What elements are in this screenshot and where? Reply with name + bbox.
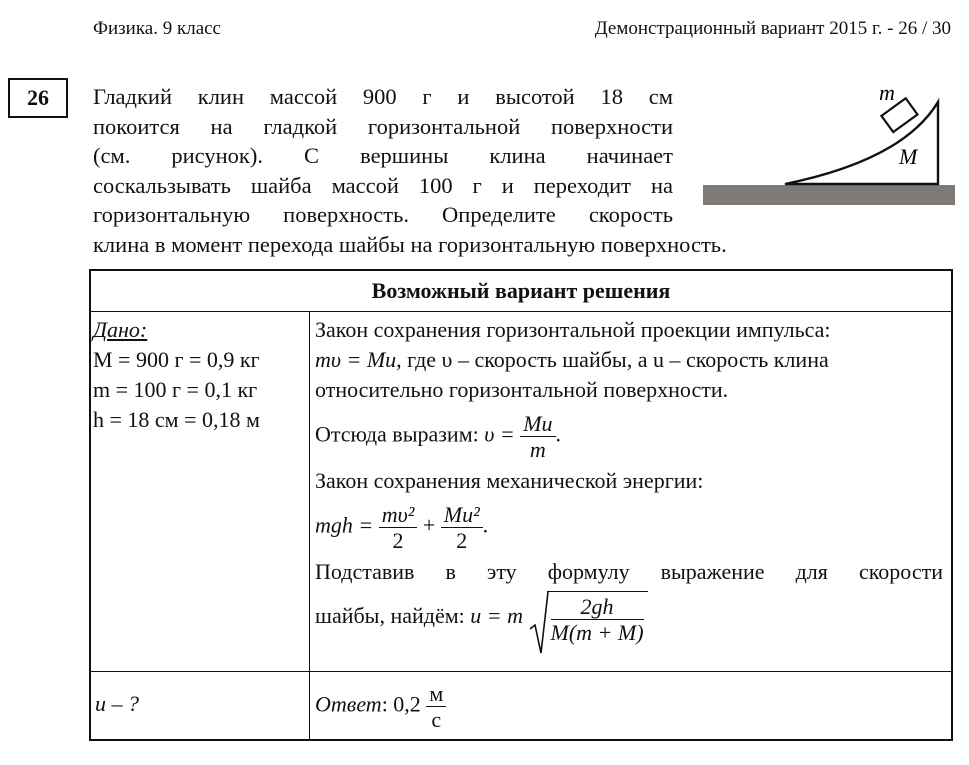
header-variant-page: Демонстрационный вариант 2015 г. - 26 / 30 — [594, 18, 951, 39]
sqrt-sign-icon — [529, 591, 549, 655]
task-line-6: клина в момент перехода шайбы на горизонтальную поверхность. — [93, 231, 727, 257]
answer-value: : 0,2 — [381, 691, 421, 717]
answer — [315, 681, 446, 732]
solution-title: Возможный вариант решения — [91, 271, 951, 312]
task-text — [93, 82, 727, 259]
momentum-equation: mυ = Mu — [315, 347, 397, 372]
express-label: Отсюда выразим: — [315, 421, 479, 447]
given-label: Дано: — [93, 317, 148, 342]
given-block — [93, 315, 260, 435]
answer-unit-denominator: с — [431, 707, 442, 732]
energy-fraction-puck — [379, 502, 418, 553]
answer-label: Ответ — [315, 691, 382, 717]
task-line-5: горизонтальную поверхность. Определите скорость — [93, 202, 673, 227]
momentum-description: , где υ – скорость шайбы, а u – скорость клина — [396, 347, 829, 372]
answer-unit-numerator: м — [426, 681, 446, 707]
momentum-law: Закон сохранения горизонтальной проекции импульса: — [315, 317, 831, 342]
task-number: 26 — [8, 78, 68, 118]
task-line-4: соскальзывать шайба массой 100 г и переходит на — [93, 172, 673, 198]
sqrt-numerator: 2gh — [551, 594, 644, 620]
task-line-1: Гладкий клин массой 900 г и высотой 18 см — [93, 84, 673, 109]
sqrt-expression — [529, 591, 648, 645]
given-height: h = 18 см = 0,18 м — [93, 407, 260, 432]
momentum-description-2: относительно горизонтальной поверхности. — [315, 377, 729, 402]
sqrt-denominator: M(m + M) — [550, 620, 644, 645]
row-divider — [91, 671, 951, 672]
substitute-line: Подставив в эту формулу выражение для скорости — [315, 559, 943, 584]
given-mass-wedge: M = 900 г = 0,9 кг — [93, 347, 260, 372]
horizontal-surface — [703, 185, 955, 205]
wedge-figure — [703, 72, 955, 210]
energy-denominator-puck: 2 — [392, 528, 404, 553]
puck-label: m — [879, 80, 895, 105]
solution-table — [89, 269, 953, 741]
express-numerator: Mu — [520, 411, 555, 437]
header-subject: Физика. 9 класс — [93, 18, 221, 39]
task-line-3: (см. рисунок). С вершины клина начинает — [93, 143, 673, 168]
sqrt-fraction — [551, 594, 644, 645]
given-mass-puck: m = 100 г = 0,1 кг — [93, 377, 258, 402]
energy-law: Закон сохранения механической энергии: — [315, 468, 704, 493]
energy-fraction-wedge — [441, 502, 483, 553]
answer-unit — [426, 681, 446, 732]
column-divider — [309, 311, 310, 739]
task-line-2: покоится на гладкой горизонтальной поверхности — [93, 113, 673, 139]
express-lhs: υ = — [484, 421, 515, 447]
find-lhs: u = m — [470, 603, 523, 629]
energy-lhs: mgh = — [315, 512, 374, 538]
wedge-label: M — [899, 144, 918, 169]
energy-numerator-wedge: Mu² — [441, 502, 483, 528]
energy-denominator-wedge: 2 — [456, 528, 468, 553]
unknown-quantity: u – ? — [95, 691, 139, 716]
energy-numerator-puck: mυ² — [379, 502, 418, 528]
find-label: шайбы, найдём: — [315, 603, 465, 629]
express-denominator: m — [529, 437, 546, 462]
express-fraction — [520, 411, 555, 462]
solution-steps: Закон сохранения горизонтальной проекции импульса: mυ = Mu, где υ – скорость шайбы, а u – скорость клина относительно горизонтальной поверхности. Отсюда выразим: υ = $\frac{Mu}{m}$ . Закон сохранения механической энергии: mgh = $\frac{\text{mυ²}}{2}$ + $\frac{\text{Mu²}}{2}$ . Подставив в эту формулу выражение для скорости шайбы, найдём: u = m $\frac{2gh}{M(m + M)}$ — [315, 315, 943, 645]
